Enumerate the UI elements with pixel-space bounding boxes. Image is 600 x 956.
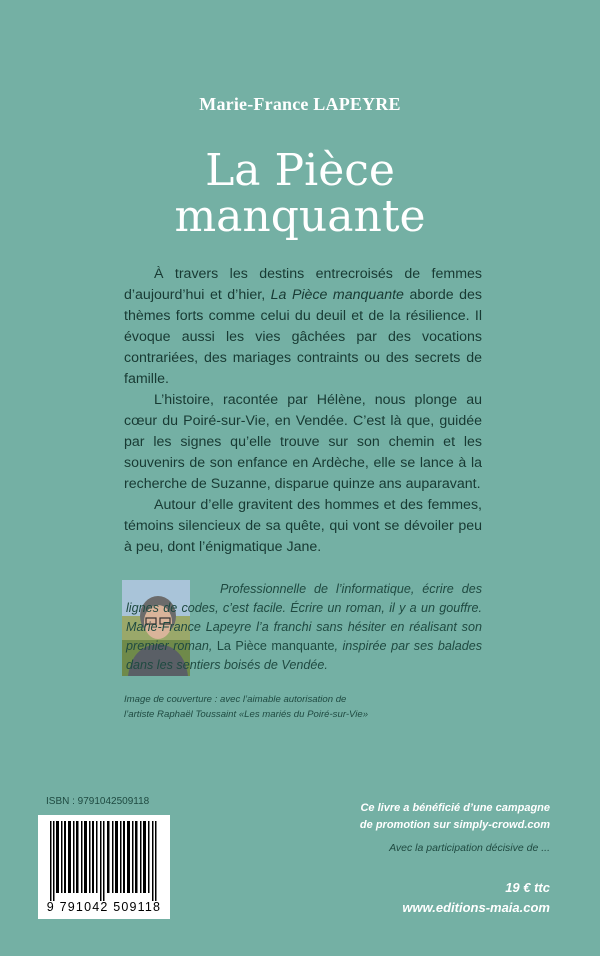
summary-paragraph-2: L’histoire, racontée par Hélène, nous plonge au cœur du Poiré-sur-Vie, en Vendée. C’est là que, guidée par les signes qu’elle trouve sur son chemin et les souvenirs de son enfance en Ardèche, elle se lance à la recherche de Suzanne, disparue quinze ans auparavant. [124, 392, 482, 492]
promo-line-1: Ce livre a bénéficié d’une campagne [360, 802, 550, 814]
bio-text-b: , inspirée par ses balades dans les sentiers boisés de Vendée. [126, 639, 482, 672]
cover-image-credit [124, 692, 484, 722]
credit-line-2: l’artiste Raphaël Toussaint «Les mariés du Poiré-sur-Vie» [124, 709, 369, 720]
summary-paragraph-1 [124, 264, 482, 390]
participation-note: Avec la participation décisive de ... [389, 842, 550, 854]
credit-line-1: Image de couverture : avec l’aimable autorisation de [124, 694, 347, 705]
title-line-1: La Pièce [205, 145, 395, 196]
bio-book-title: La Pièce manquante [216, 639, 335, 653]
bio-text-a: Professionnelle de l’informatique, écrire des lignes de codes, c’est facile. Écrire un roman, il y a un gouffre. Marie-France Lapeyre l’a franchi sans hésiter en réalisant son premier roman, [126, 582, 482, 653]
isbn-label: ISBN : 9791042509118 [46, 796, 150, 807]
summary-p1-text-a: À travers les destins entrecroisés de femmes d’aujourd’hui et d’hier, [124, 266, 482, 303]
author-bio [126, 580, 482, 675]
barcode-bars [50, 821, 158, 901]
publisher-website: www.editions-maia.com [402, 900, 550, 915]
barcode-digits: 9 791042 509118 [46, 900, 162, 914]
summary-p1-text-b: aborde des thèmes forts comme celui du deuil et de la résilience. Il évoque aussi les vies gâchées par des vocations contrariées, des mariages contraints ou des secrets de famille. [124, 287, 482, 387]
title-line-2: manquante [174, 191, 426, 242]
summary-paragraph-3: Autour d’elle gravitent des hommes et des femmes, témoins silencieux de sa quête, qui vont se dévoiler peu à peu, dont l’énigmatique Jane. [124, 497, 482, 555]
book-title [0, 145, 600, 242]
barcode [38, 815, 170, 919]
price: 19 € ttc [505, 880, 550, 895]
author-name: Marie-France LAPEYRE [199, 94, 401, 114]
summary-p1-italic-title: La Pièce manquante [270, 287, 404, 303]
promo-notice [290, 800, 550, 834]
promo-line-2: de promotion sur simply-crowd.com [359, 819, 550, 831]
back-cover-summary [124, 264, 482, 558]
